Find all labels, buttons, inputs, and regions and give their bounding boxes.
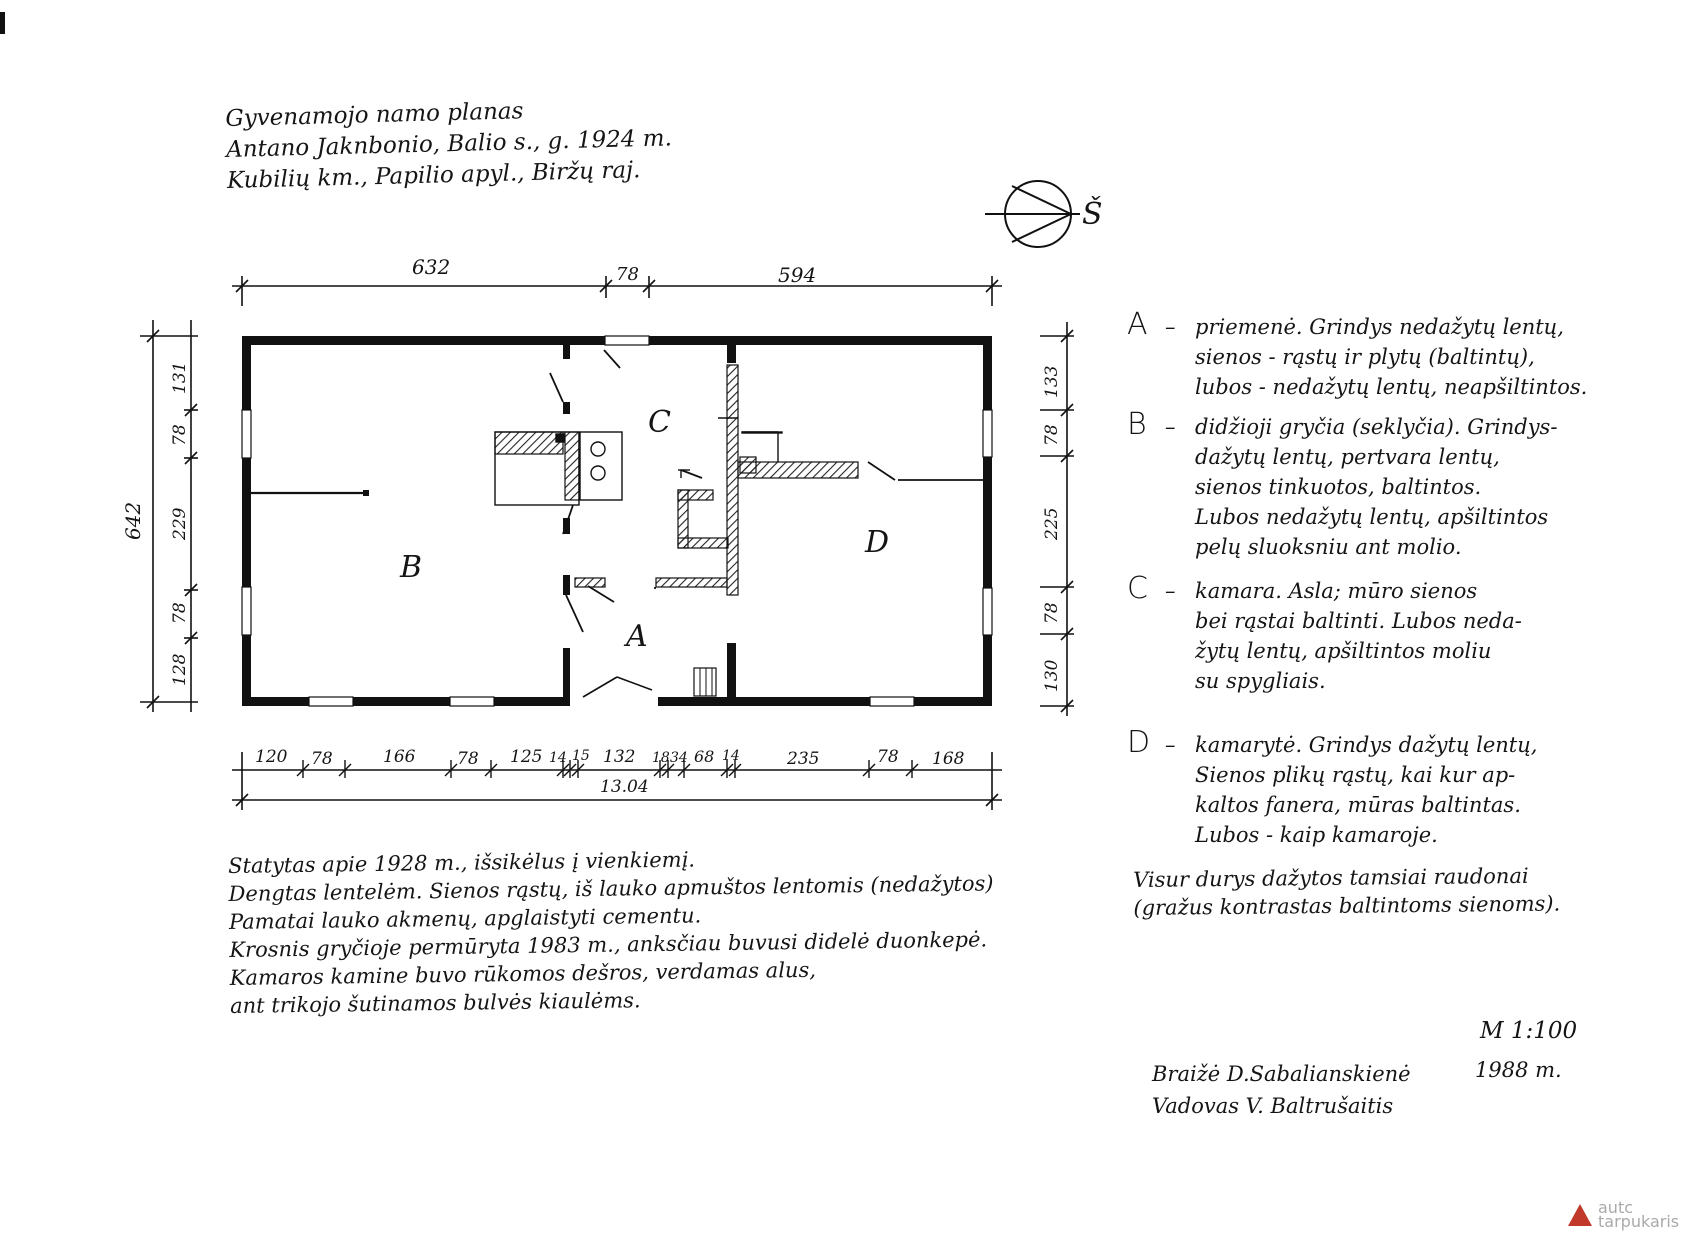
note-line-2: Dengtas lentelėm. Sienos rąstų, iš lauko apmuštos lentomis (nedažytos) xyxy=(228,871,994,906)
dim-left-total: 642 xyxy=(121,501,145,540)
note-line-4: Krosnis gryčioje permūryta 1983 m., anksčiau buvusi didelė duonkepė. xyxy=(229,927,988,962)
legend-c-line-2: bei rąstai baltinti. Lubos neda- xyxy=(1195,609,1522,633)
note-line-5: Kamaros kamine buvo rūkomos dešros, verdamas alus, xyxy=(229,957,817,990)
dim-top-3: 594 xyxy=(778,263,817,287)
title-line-3: Kubilių km., Papilio apyl., Biržų raj. xyxy=(226,157,641,194)
dim-bottom-3: 166 xyxy=(383,747,416,767)
watermark-line-2: tarpukaris xyxy=(1598,1212,1680,1231)
legend-b-line-5: pelų sluoksniu ant molio. xyxy=(1195,535,1462,559)
legend-b-line-4: Lubos nedažytų lentų, apšiltintos xyxy=(1195,505,1549,529)
legend-c: C – kamara. Asla; mūro sienos bei rąstai baltinti. Lubos neda- žytų lentų, apšiltintos moliu su spygliais. xyxy=(1127,576,1687,696)
note-line-6: ant trikojo šutinamos bulvės kiaulėms. xyxy=(229,988,641,1018)
dim-bottom-11: 68 xyxy=(694,747,715,766)
note-line-3: Pamatai lauko akmenų, apglaistyti cementu. xyxy=(228,903,702,934)
dim-bottom-7: 15 xyxy=(572,748,590,764)
legend-key-c: C xyxy=(1127,571,1148,606)
bottom-dimension-values xyxy=(255,747,965,797)
watermark-line-1: autc xyxy=(1598,1198,1634,1217)
windows xyxy=(242,336,992,706)
legend-b-line-3: sienos tinkuotos, baltintos. xyxy=(1195,475,1482,499)
legend-c-line-1: kamara. Asla; mūro sienos xyxy=(1195,579,1478,603)
dim-bottom-total: 13.04 xyxy=(600,777,649,797)
dim-bottom-5: 125 xyxy=(510,747,543,767)
drawn-by: Braižė D.Sabalianskienė xyxy=(1152,1062,1411,1086)
dim-right-3: 225 xyxy=(1042,507,1062,540)
dim-top-2: 78 xyxy=(616,264,639,285)
dim-left-4: 78 xyxy=(170,602,190,624)
room-label-d: D xyxy=(865,525,890,560)
dim-left-5: 128 xyxy=(170,653,190,686)
legend-key-a: A xyxy=(1127,307,1148,342)
legend-b-line-1: didžioji gryčia (seklyčia). Grindys- xyxy=(1195,415,1558,439)
door-swings xyxy=(550,350,983,696)
interior-walls xyxy=(563,345,736,697)
legend-c-line-4: su spygliais. xyxy=(1195,669,1326,693)
partition-b-end xyxy=(363,490,369,496)
north-arrow-icon xyxy=(985,181,1080,247)
watermark-logo-icon xyxy=(1568,1204,1592,1226)
dim-bottom-10: 34 xyxy=(670,750,688,766)
dim-bottom-9: 18 xyxy=(652,750,670,766)
dim-right-5: 130 xyxy=(1042,659,1062,692)
doors-note-line-2: (gražus kontrastas baltintoms sienoms). xyxy=(1133,891,1561,920)
entrance-door xyxy=(583,677,652,697)
dim-bottom-15: 168 xyxy=(932,749,965,769)
legend-d-line-3: kaltos fanera, mūras baltintas. xyxy=(1195,793,1521,817)
legend-a-line-2: sienos - rąstų ir plytų (baltintų), xyxy=(1195,345,1535,369)
outer-walls xyxy=(242,336,992,706)
scale-label: M 1:100 xyxy=(1480,1018,1578,1044)
dim-bottom-8: 132 xyxy=(603,747,636,767)
room-label-a: A xyxy=(626,619,648,654)
drawn-year: 1988 m. xyxy=(1475,1058,1562,1082)
dim-left-2: 78 xyxy=(170,424,190,446)
dim-bottom-13: 235 xyxy=(787,749,820,769)
north-label: Š xyxy=(1082,197,1103,232)
dim-bottom-2: 78 xyxy=(311,749,333,769)
dim-left-1: 131 xyxy=(170,361,190,394)
dim-left-3: 229 xyxy=(170,507,190,540)
legend-d-line-4: Lubos - kaip kamaroje. xyxy=(1195,823,1438,847)
dim-bottom-4: 78 xyxy=(457,749,479,769)
credits xyxy=(1152,1058,1562,1122)
legend-a-line-3: lubos - nedažytų lentų, neapšiltintos. xyxy=(1195,375,1588,399)
dim-bottom-1: 120 xyxy=(255,747,288,767)
legend-a: A – priemenė. Grindys nedažytų lentų, sienos - rąstų ir plytų (baltintų), lubos - nedažytų lentų, neapšiltintos. xyxy=(1127,312,1687,402)
dim-bottom-14: 78 xyxy=(877,747,899,767)
title-line-2: Antano Jaknbonio, Balio s., g. 1924 m. xyxy=(225,125,673,163)
legend-b: B – didžioji gryčia (seklyčia). Grindys- dažytų lentų, pertvara lentų, sienos tinkuotos, baltintos. Lubos nedažytų lentų, apšiltintos pelų sluoksniu ant molio. xyxy=(1127,412,1687,562)
dim-right-4: 78 xyxy=(1042,602,1062,624)
masonry xyxy=(495,365,858,595)
dim-bottom-6: 14 xyxy=(549,750,567,766)
dim-right-2: 78 xyxy=(1042,424,1062,446)
legend-key-d: D xyxy=(1127,725,1151,760)
note-line-1: Statytas apie 1928 m., išsikėlus į vienkiemį. xyxy=(228,847,696,878)
room-label-b: B xyxy=(400,550,423,585)
legend-d-line-2: Sienos plikų rąstų, kai kur ap- xyxy=(1195,763,1516,787)
entrance-step xyxy=(658,697,684,706)
legend-d-line-1: kamarytė. Grindys dažytų lentų, xyxy=(1195,733,1538,757)
legend-key-b: B xyxy=(1127,407,1147,442)
legend-d: D – kamarytė. Grindys dažytų lentų, Sienos plikų rąstų, kai kur ap- kaltos fanera, mūras baltintas. Lubos - kaip kamaroje. xyxy=(1127,730,1687,850)
room-label-c: C xyxy=(648,405,671,440)
legend-a-line-1: priemenė. Grindys nedažytų lentų, xyxy=(1195,315,1564,339)
doors-note xyxy=(1133,862,1560,922)
title-line-1: Gyvenamojo namo planas xyxy=(225,98,524,132)
legend-c-line-3: žytų lentų, apšiltintos moliu xyxy=(1195,639,1492,663)
dim-right-1: 133 xyxy=(1042,365,1062,398)
legend-b-line-2: dažytų lentų, pertvara lentų, xyxy=(1195,445,1500,469)
dim-top-1: 632 xyxy=(412,255,451,279)
doors-note-line-1: Visur durys dažytos tamsiai raudonai xyxy=(1133,863,1529,892)
construction-notes xyxy=(228,841,995,1020)
dim-bottom-12: 14 xyxy=(722,748,740,764)
supervisor: Vadovas V. Baltrušaitis xyxy=(1152,1094,1394,1118)
entrance-gap xyxy=(570,696,658,707)
